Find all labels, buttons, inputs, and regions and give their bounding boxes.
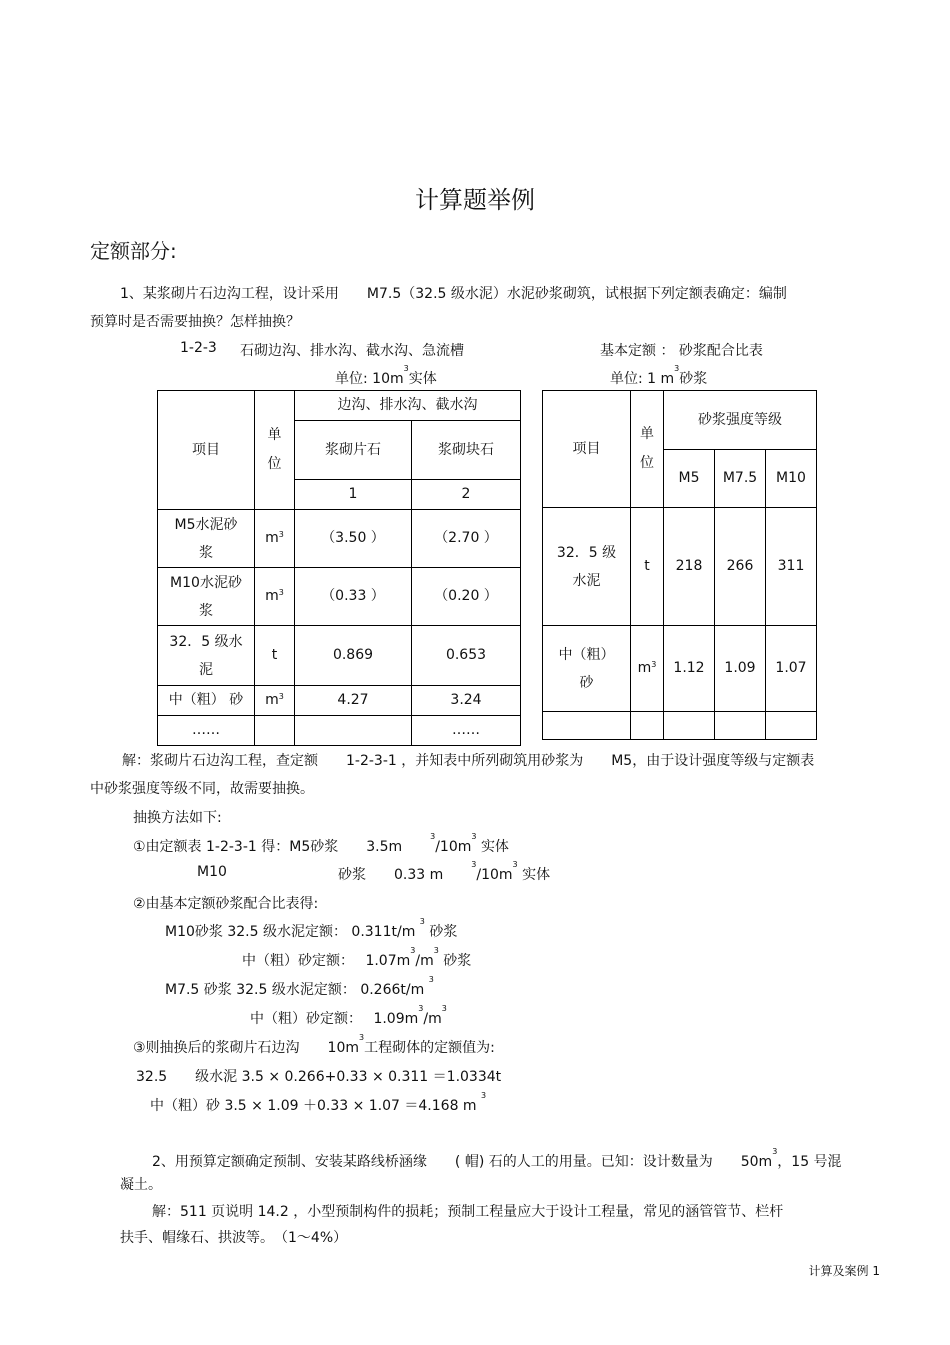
table-row-unit: $m^3$ — [255, 568, 295, 626]
table-row-unit: $m^3$ — [631, 626, 664, 712]
solution-step-2: ②由基本定额砂浆配合比表得: — [133, 896, 319, 912]
table-row-item: …… — [158, 716, 255, 746]
solution-step-2b: 中（粗）砂定额： $1.07m^3/m^3$ 砂浆 — [242, 946, 472, 969]
t1-header-col-a-no: 1 — [295, 480, 412, 510]
question-2-solution-1: 解：511 页说明 14.2 ，小型预制构件的损耗；预制工程量应大于设计工程量，常见的涵管管节、栏杆 — [152, 1204, 784, 1220]
table-row-value-a: （0.33 ） — [295, 568, 412, 626]
t1-header-group: 边沟、排水沟、截水沟 — [295, 391, 521, 421]
question-2-line-1: 2、用预算定额确定预制、安装某路线桥涵缘 ( 帽) 石的人工的用量。已知：设计数量为 $50m^3$，15 号混 — [152, 1147, 842, 1170]
solution-line-1: 解：浆砌片石边沟工程，查定额 1-2-3-1 ，并知表中所列砌筑用砂浆为 M5，由于设计强度等级与定额表 — [122, 753, 815, 769]
table-row-value-b: （2.70 ） — [412, 510, 521, 568]
table1-code: 1-2-3 — [180, 340, 217, 356]
t2-grade-m7-5: M7.5 — [715, 450, 766, 508]
table1-caption: 石砌边沟、排水沟、截水沟、急流槽 — [240, 343, 464, 359]
question-1-line-2: 预算时是否需要抽换？怎样抽换？ — [90, 314, 300, 330]
table-row-unit: t — [631, 508, 664, 626]
table-row-unit: t — [255, 626, 295, 686]
t2-grade-m5: M5 — [664, 450, 715, 508]
table-row-value-b: （0.20 ） — [412, 568, 521, 626]
t2-grade-m10: M10 — [766, 450, 817, 508]
page-title: 计算题举例 — [415, 186, 535, 214]
section-heading: 定额部分: — [90, 239, 177, 263]
solution-step-3: ③则抽换后的浆砌片石边沟 $10m^3$工程砌体的定额值为: — [133, 1033, 495, 1056]
table-row-value-b: …… — [412, 716, 521, 746]
t1-header-col-b-no: 2 — [412, 480, 521, 510]
table-row-unit: $m^3$ — [255, 686, 295, 716]
table2-caption: 基本定额 ： 砂浆配合比表 — [600, 343, 763, 359]
table-row-value-a: 4.27 — [295, 686, 412, 716]
table-row-value: 266 — [715, 508, 766, 626]
t1-header-unit: 单 位 — [255, 391, 295, 510]
table-row-unit: $m^3$ — [255, 510, 295, 568]
solution-line-2: 中砂浆强度等级不同，故需要抽换。 — [90, 781, 314, 797]
table-row-item: 中（粗） 砂 — [158, 686, 255, 716]
t1-header-col-b: 浆砌块石 — [412, 421, 521, 480]
question-1-line-1: 1、某浆砌片石边沟工程，设计采用 M7.5（32.5 级水泥）水泥砂浆砌筑，试根据下列定额表确定：编制 — [120, 286, 787, 302]
solution-calc-sand: 中（粗）砂 3.5 × 1.09 ＋0.33 × 1.07 ＝4.168 m $^3$ — [150, 1091, 487, 1114]
mortar-mix-table — [542, 390, 817, 740]
solution-step-2c: M7.5 砂浆 32.5 级水泥定额： 0.266t/m $^3$ — [165, 975, 434, 998]
t2-header-item: 项目 — [543, 391, 631, 508]
table-row-value: 1.09 — [715, 626, 766, 712]
table-row-value-b: 3.24 — [412, 686, 521, 716]
quota-table-1-2-3 — [157, 390, 521, 746]
table-row-value: 1.12 — [664, 626, 715, 712]
t1-header-item: 项目 — [158, 391, 255, 510]
table-row-value-a: 0.869 — [295, 626, 412, 686]
table-row-value-a: （3.50 ） — [295, 510, 412, 568]
question-2-line-2: 凝土。 — [120, 1177, 162, 1193]
table-row-item: 中（粗） 砂 — [543, 626, 631, 712]
table-row-empty — [543, 712, 631, 740]
table-row-empty — [631, 712, 664, 740]
solution-step-1a: ①由定额表 1-2-3-1 得：M5砂浆 3.5m $^3/10m^3$ 实体 — [133, 832, 509, 855]
table-row-unit — [255, 716, 295, 746]
page-footer: 计算及案例 1 — [808, 1264, 880, 1278]
table-row-value: 1.07 — [766, 626, 817, 712]
t2-header-group: 砂浆强度等级 — [664, 391, 817, 450]
table-row-empty — [766, 712, 817, 740]
question-2-solution-2: 扶手、帽缘石、拱波等。 （1～4%） — [120, 1230, 348, 1246]
table1-unit: 单位: $10m^3$实体 — [335, 364, 437, 387]
solution-method: 抽换方法如下: — [133, 810, 222, 826]
table-row-item: M5水泥砂 浆 — [158, 510, 255, 568]
solution-step-2d: 中（粗）砂定额： $1.09m^3/m^3$ — [250, 1004, 447, 1027]
solution-step-2a: M10砂浆 32.5 级水泥定额： 0.311t/m $^3$ 砂浆 — [165, 917, 458, 940]
table2-unit: 单位: 1 $m^3$砂浆 — [610, 364, 708, 387]
table-row-item: 32．5 级水 泥 — [158, 626, 255, 686]
table-row-item: M10水泥砂 浆 — [158, 568, 255, 626]
solution-step-1b: 砂浆 0.33 m $^3/10m^3$ 实体 — [338, 860, 551, 883]
t1-header-col-a: 浆砌片石 — [295, 421, 412, 480]
solution-calc-cement: 32.5 级水泥 3.5 × 0.266+0.33 × 0.311 ＝1.0334t — [136, 1069, 502, 1085]
t2-header-unit: 单 位 — [631, 391, 664, 508]
solution-step-1b-label: M10 — [197, 864, 227, 880]
table-row-value: 311 — [766, 508, 817, 626]
table-row-value: 218 — [664, 508, 715, 626]
table-row-empty — [664, 712, 715, 740]
table-row-value-b: 0.653 — [412, 626, 521, 686]
table-row-empty — [715, 712, 766, 740]
table-row-value-a — [295, 716, 412, 746]
table-row-item: 32．5 级 水泥 — [543, 508, 631, 626]
